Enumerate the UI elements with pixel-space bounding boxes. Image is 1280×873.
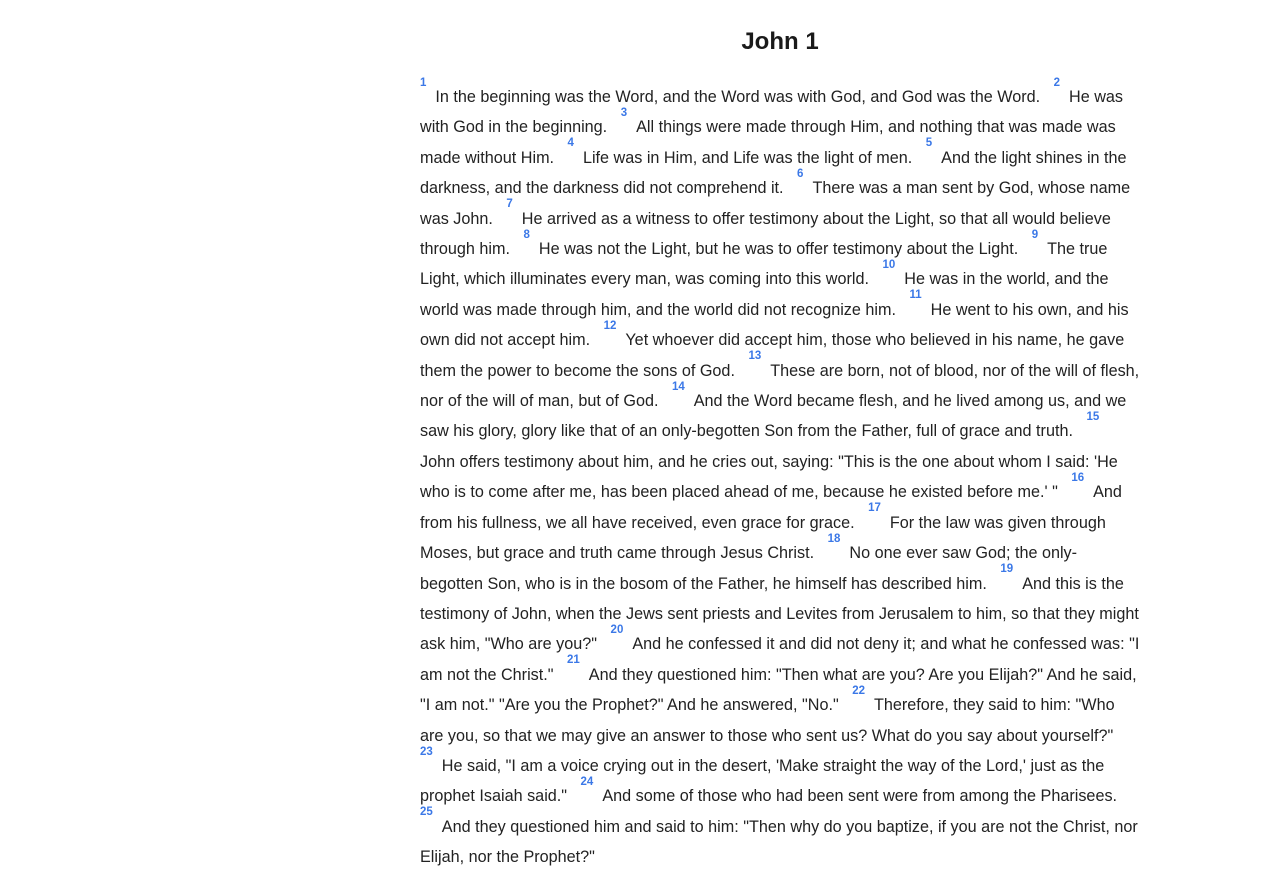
verse: $^1$In the beginning was the Word, and the Word was with God, and God was the Word. — [420, 76, 1041, 106]
verse: $^{11}$He went to his own, and his own did not accept him. — [420, 289, 1129, 350]
verse-text: Therefore, they said to him: "Who are you, so that we may give an answer to those who sent us? What do you say about yourself?" — [420, 696, 1115, 745]
verse: $^{20}$And he confessed it and did not deny it; and what he confessed was: "I am not the Christ." — [420, 623, 1140, 684]
verse-text: And they questioned him and said to him: "Then why do you baptize, if you are not the Christ, nor Elijah, nor the Prophet?" — [420, 817, 1138, 867]
verse: $^{10}$He was in the world, and the world was made through him, and the world did not recognize him. — [420, 259, 1109, 319]
verse-text: Yet whoever did accept him, those who believed in his name, he gave them the power to become the sons of God. — [420, 331, 1125, 380]
chapter-title: John 1 — [741, 28, 819, 55]
verse-text: And this is the testimony of John, when the Jews sent priests and Levites from Jerusalem to him, so that they might ask him, "Who are you?" — [420, 574, 1139, 654]
verse: $^9$The true Light, which illuminates every man, was coming into this world. — [420, 228, 1108, 289]
verse-text: He went to his own, and his own did not accept him. — [420, 300, 1129, 350]
verse: $^8$He was not the Light, but he was to offer testimony about the Light. — [523, 228, 1019, 259]
verse-text: In the beginning was the Word, and the Word was with God, and God was the Word. — [435, 88, 1041, 106]
verse: $^{13}$These are born, not of blood, nor of the will of flesh, nor of the will of man, but of God. — [420, 350, 1140, 411]
verse: $^{24}$And some of those who had been sent were from among the Pharisees. — [580, 775, 1118, 806]
verse: $^3$All things were made through Him, and nothing that was made was made without Him. — [420, 107, 1116, 167]
verse: $^{15}$John offers testimony about him, and he cries out, saying: "This is the one about whom I said: 'He who is to come after me, has been placed ahead of me, because he existed before me.' " — [420, 411, 1118, 502]
verse: $^{19}$And this is the testimony of John, when the Jews sent priests and Levites from Jerusalem to him, so that they might ask him, "Who are you?" — [420, 563, 1139, 654]
verse: $^{14}$And the Word became flesh, and he lived among us, and we saw his glory, glory like that of an only-begotten Son from the Father, full of grace and truth. — [420, 380, 1127, 441]
verse-text: He said, "I am a voice crying out in the desert, 'Make straight the way of the Lord,' just as the prophet Isaiah said." — [420, 756, 1105, 806]
verse-text: He was with God in the beginning. — [420, 88, 1123, 137]
verse-text: And the light shines in the darkness, and the darkness did not comprehend it. — [420, 148, 1127, 198]
verse: $^2$He was with God in the beginning. — [420, 76, 1123, 137]
verse-text: There was a man sent by God, whose name was John. — [420, 179, 1131, 228]
verse-text: No one ever saw God; the only-begotten Son, who is in the bosom of the Father, he himself has described him. — [420, 544, 1078, 593]
verse-text: John offers testimony about him, and he cries out, saying: "This is the one about whom I said: 'He who is to come after me, has been placed ahead of me, because he existed before me.' " — [420, 452, 1118, 502]
verse-text: And they questioned him: "Then what are you? Are you Elijah?" And he said, "I am not." "Are you the Prophet?" And he answered, "No." — [420, 665, 1137, 715]
verse: $^{25}$And they questioned him and said to him: "Then why do you baptize, if you are not the Christ, nor Elijah, nor the Prophet?" — [420, 806, 1138, 867]
verse-text: He was in the world, and the world was made through him, and the world did not recognize him. — [420, 270, 1109, 319]
verse-text: These are born, not of blood, nor of the will of flesh, nor of the will of man, but of God. — [420, 361, 1140, 411]
verse: $^{23}$He said, "I am a voice crying out in the desert, 'Make straight the way of the Lord,' just as the prophet Isaiah said." — [420, 745, 1105, 806]
verse: $^{17}$For the law was given through Moses, but grace and truth came through Jesus Christ. — [420, 502, 1106, 563]
verse: $^{21}$And they questioned him: "Then what are you? Are you Elijah?" And he said, "I am not." "Are you the Prophet?" And he answered, "No." — [420, 654, 1137, 715]
verse-text: And some of those who had been sent were from among the Pharisees. — [602, 787, 1118, 806]
verse-text: For the law was given through Moses, but grace and truth came through Jesus Christ. — [420, 513, 1106, 563]
verse-text: He arrived as a witness to offer testimony about the Light, so that all would believe through him. — [420, 209, 1111, 259]
verse: $^6$There was a man sent by God, whose name was John. — [420, 167, 1131, 228]
verse-text: And he confessed it and did not deny it; and what he confessed was: "I am not the Christ." — [420, 635, 1140, 684]
verse: $^{18}$No one ever saw God; the only-begotten Son, who is in the bosom of the Father, he himself has described him. — [420, 532, 1078, 593]
verse: $^4$Life was in Him, and Life was the light of men. — [567, 137, 913, 167]
verse: $^7$He arrived as a witness to offer testimony about the Light, so that all would believe through him. — [420, 198, 1111, 259]
verse-text: And the Word became flesh, and he lived among us, and we saw his glory, glory like that of an only-begotten Son from the Father, full of grace and truth. — [420, 392, 1127, 441]
verse-text: And from his fullness, we all have received, even grace for grace. — [420, 483, 1122, 532]
verse-text: All things were made through Him, and nothing that was made was made without Him. — [420, 118, 1116, 167]
verse-text: He was not the Light, but he was to offer testimony about the Light. — [538, 240, 1019, 259]
verse: $^{12}$Yet whoever did accept him, those who believed in his name, he gave them the power to become the sons of God. — [420, 319, 1125, 380]
verse-text: The true Light, which illuminates every man, was coming into this world. — [420, 240, 1108, 289]
verse-text: Life was in Him, and Life was the light of men. — [582, 148, 913, 167]
verse: $^{22}$Therefore, they said to him: "Who are you, so that we may give an answer to those who sent us? What do you say about yourself?" — [420, 684, 1115, 745]
verse: $^{16}$And from his fullness, we all have received, even grace for grace. — [420, 471, 1122, 532]
chapter-body — [420, 76, 1140, 873]
verse: $^5$And the light shines in the darkness, and the darkness did not comprehend it. — [420, 137, 1127, 198]
